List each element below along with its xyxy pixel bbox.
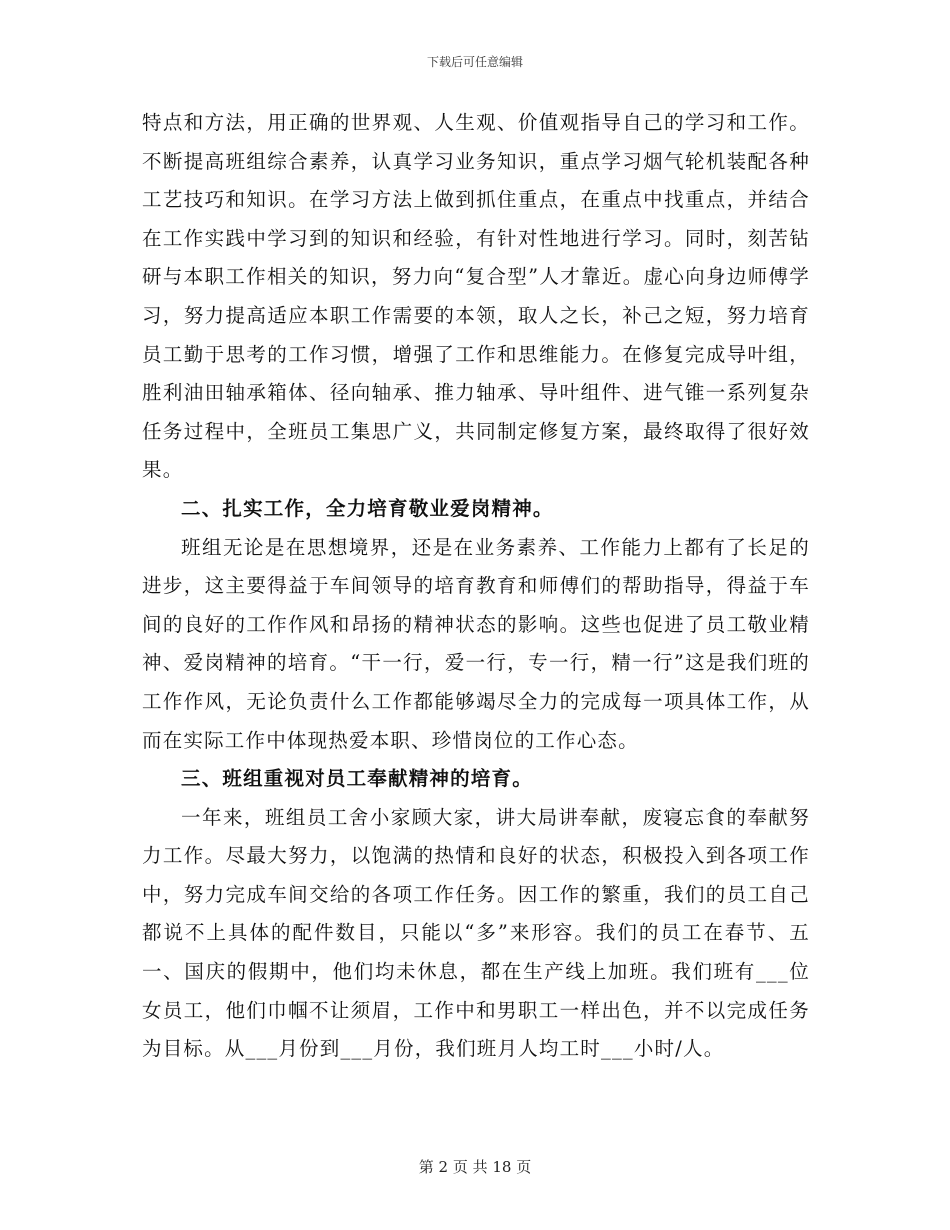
section-heading-3: 三、班组重视对员工奉献精神的培育。 — [181, 767, 533, 791]
document-body — [142, 104, 810, 1069]
paragraph-dedication: 班组无论是在思想境界，还是在业务素养、工作能力上都有了长足的进步，这主要得益于车间领导的培育教育和师傅们的帮助指导，得益于车间的良好的工作作风和昂扬的精神状态的影响。这些也促进了员工敬业精神、爱岗精神的培育。“干一行，爱一行，专一行，精一行”这是我们班的工作作风，无论负责什么工作都能够竭尽全力的完成每一项具体工作，从而在实际工作中体现热爱本职、珍惜岗位的工作心态。 — [142, 535, 810, 752]
page-header: 下载后可任意编辑 — [426, 55, 523, 69]
page-number: 第 2 页 共 18 页 — [418, 1158, 532, 1176]
paragraph-contribution: 一年来，班组员工舍小家顾大家，讲大局讲奉献，废寝忘食的奉献努力工作。尽最大努力，以饱满的热情和良好的状态，积极投入到各项工作中，努力完成车间交给的各项工作任务。因工作的繁重，我们的员工自己都说不上具体的配件数目，只能以“多”来形容。我们的员工在春节、五一、国庆的假期中，他们均未休息，都在生产线上加班。我们班有___位女员工，他们巾帼不让须眉，工作中和男职工一样出色，并不以完成任务为目标。从___月份到___月份，我们班月人均工时___小时/人。 — [142, 805, 810, 1061]
paragraph-study: 特点和方法，用正确的世界观、人生观、价值观指导自己的学习和工作。不断提高班组综合素养，认真学习业务知识，重点学习烟气轮机装配各种工艺技巧和知识。在学习方法上做到抓住重点，在重点中找重点，并结合在工作实践中学习到的知识和经验，有针对性地进行学习。同时，刻苦钻研与本职工作相关的知识，努力向“复合型”人才靠近。虚心向身边师傅学习，努力提高适应本职工作需要的本领，取人之长，补己之短，努力培育员工勤于思考的工作习惯，增强了工作和思维能力。在修复完成导叶组，胜利油田轴承箱体、径向轴承、推力轴承、导叶组件、进气锥一系列复杂任务过程中，全班员工集思广义，共同制定修复方案，最终取得了很好效果。 — [142, 111, 810, 482]
section-heading-2: 二、扎实工作，全力培育敬业爱岗精神。 — [181, 496, 554, 520]
